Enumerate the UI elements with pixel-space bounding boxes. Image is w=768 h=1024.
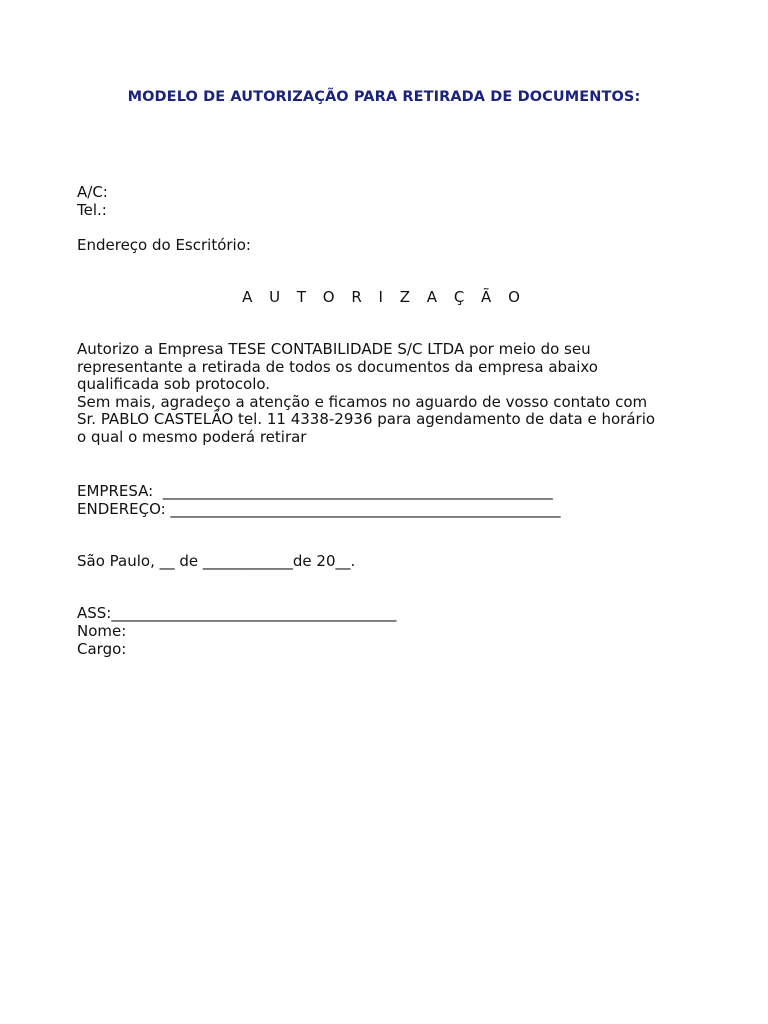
body-line: representante a retirada de todos os documentos da empresa abaixo — [77, 357, 598, 376]
body-line: Autorizo a Empresa TESE CONTABILIDADE S/C LTDA por meio do seu — [77, 340, 591, 358]
ac-label: A/C: — [77, 183, 108, 201]
authorization-body — [77, 341, 697, 447]
office-address-label: Endereço do Escritório: — [77, 236, 251, 254]
date-line: São Paulo, __ de ____________de 20__. — [77, 552, 356, 570]
tel-label: Tel.: — [77, 201, 107, 219]
signature-line: ASS:______________________________________ — [77, 604, 397, 622]
body-line: o qual o mesmo poderá retirar — [77, 427, 307, 446]
role-label: Cargo: — [77, 640, 127, 658]
name-label: Nome: — [77, 622, 127, 640]
body-line: Sr. PABLO CASTELÃO tel. 11 4338-2936 para agendamento de data e horário — [77, 410, 656, 429]
body-line: Sem mais, agradeço a atenção e ficamos no aguardo de vosso contato com — [77, 392, 648, 411]
empresa-field-line: EMPRESA: ____________________________________________________ — [77, 482, 553, 500]
endereco-field-line: ENDEREÇO: ____________________________________________________ — [77, 500, 561, 518]
body-line: qualificada sob protocolo. — [77, 375, 271, 394]
document-title: MODELO DE AUTORIZAÇÃO PARA RETIRADA DE DOCUMENTOS: — [127, 89, 641, 105]
authorization-heading: A U T O R I Z A Ç Ã O — [242, 288, 526, 306]
